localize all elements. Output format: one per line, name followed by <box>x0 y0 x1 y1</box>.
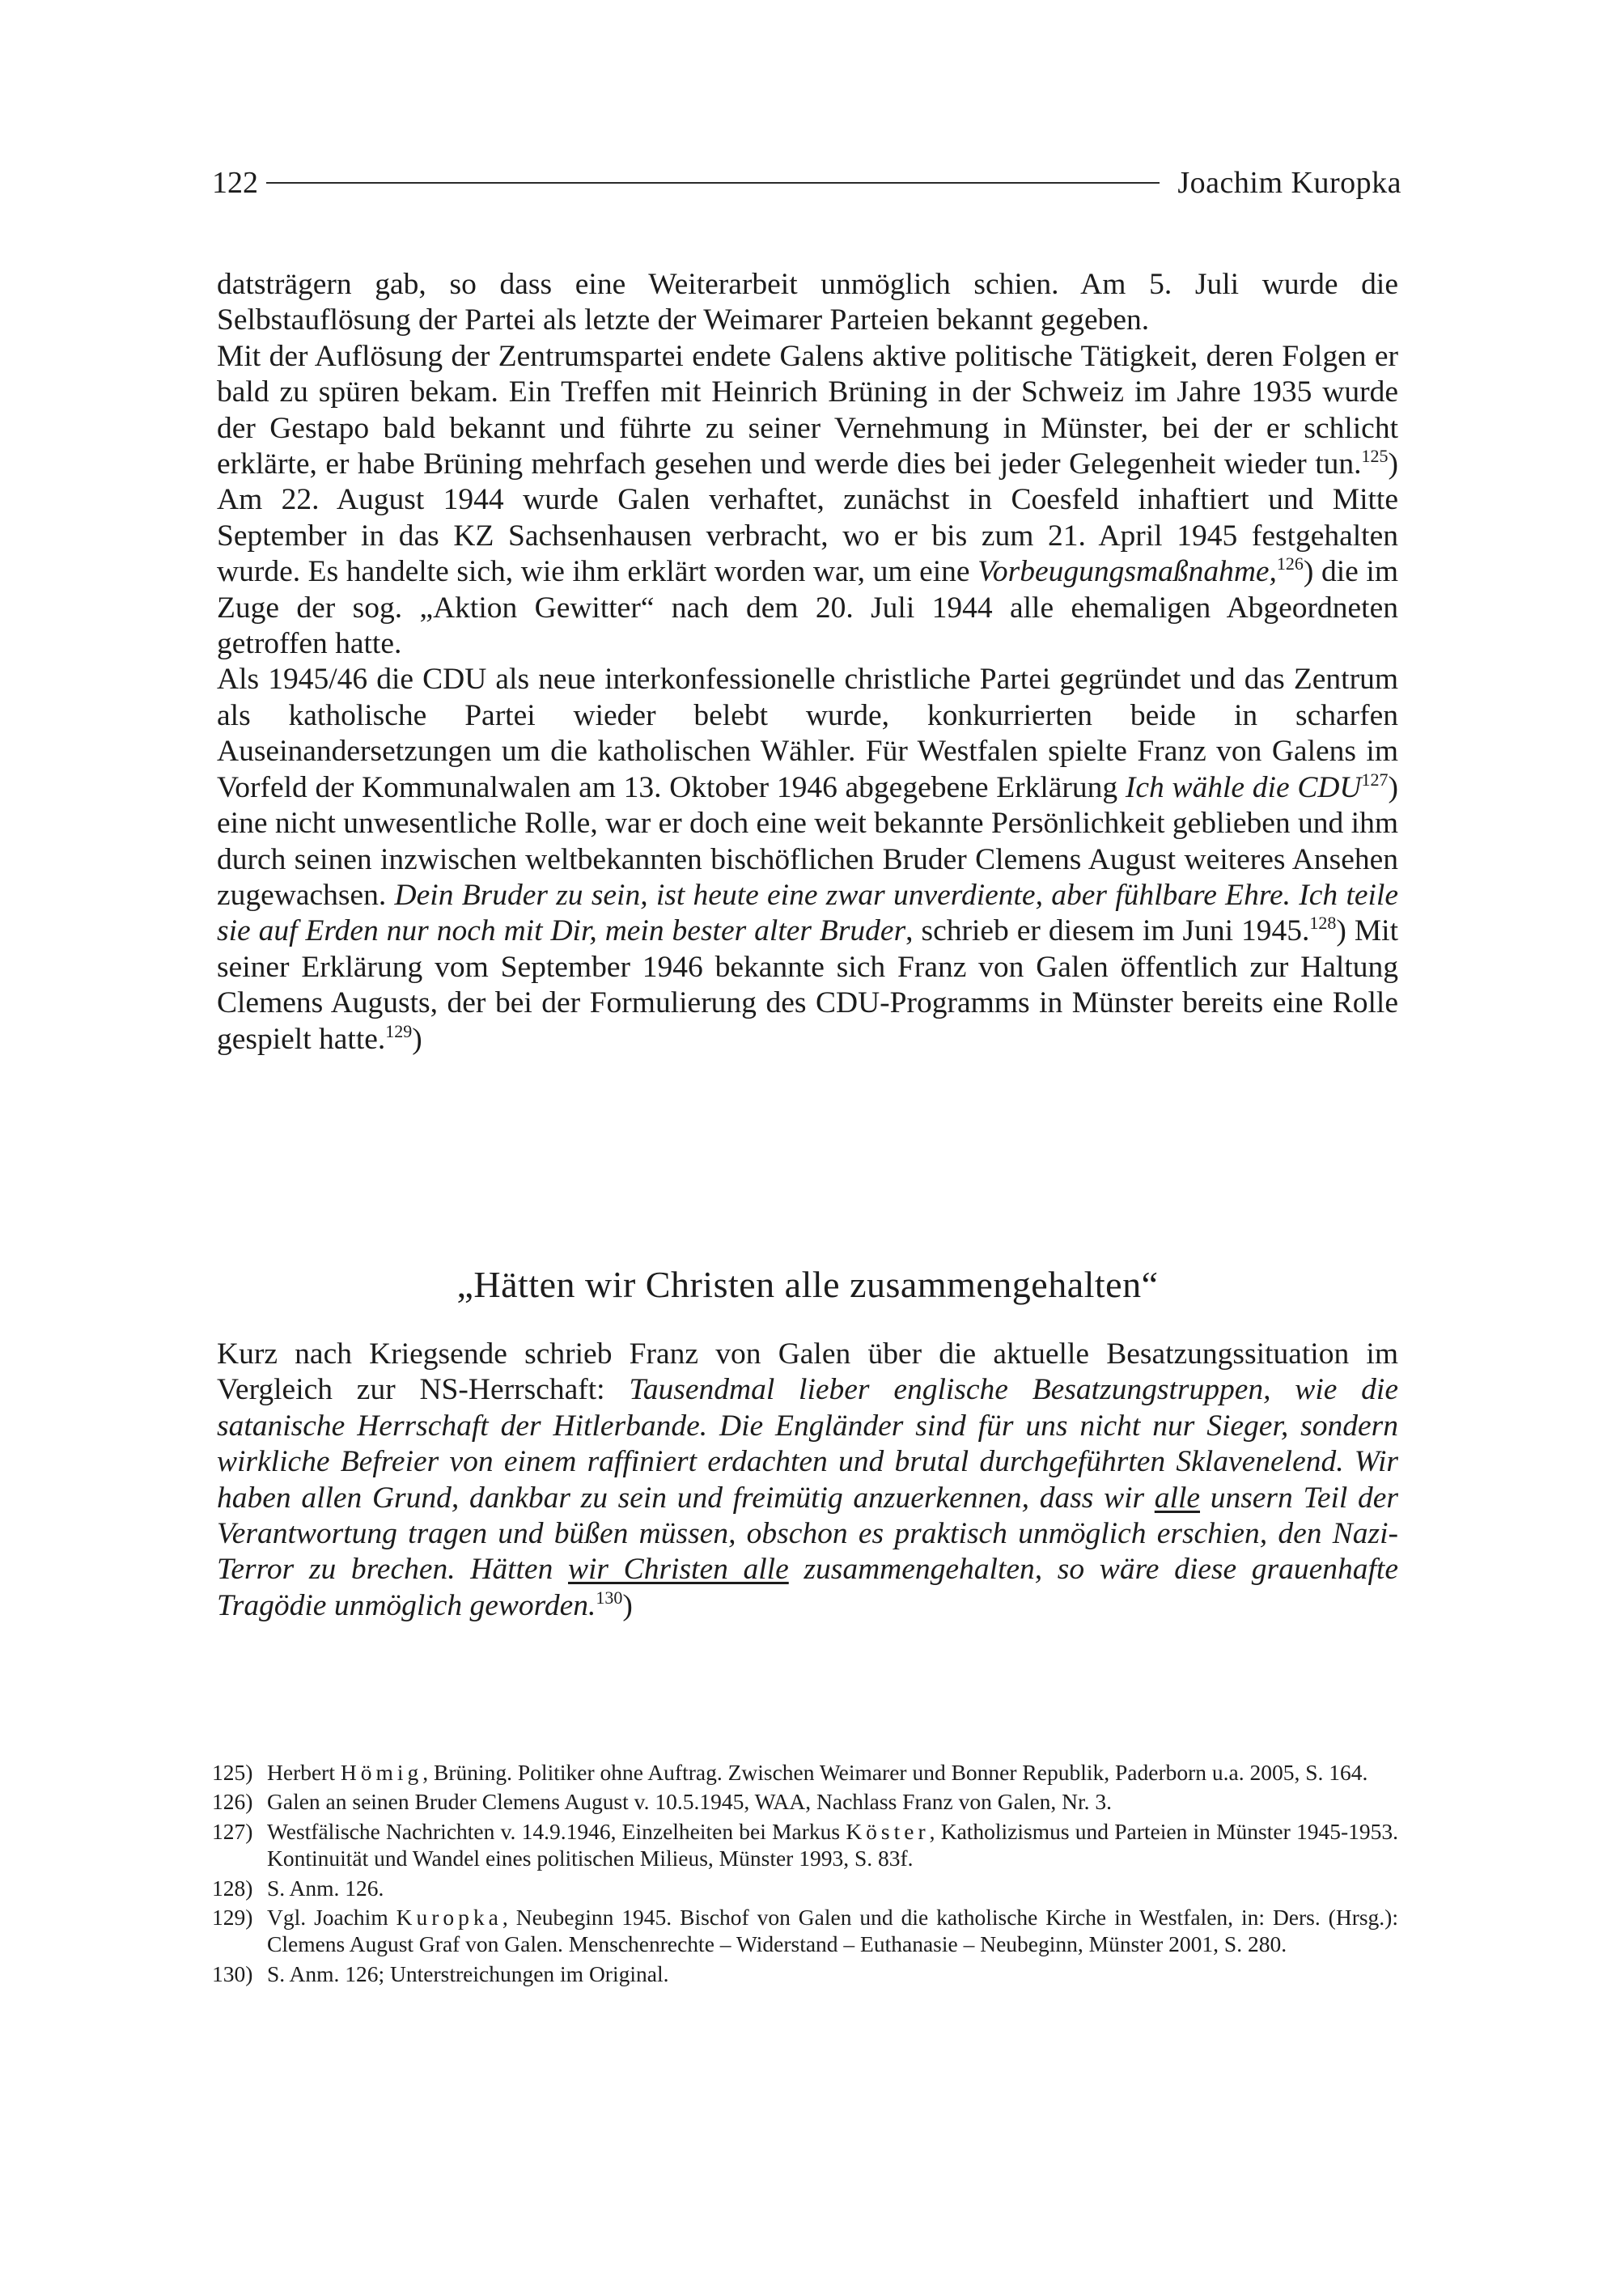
footnote-number: 127) <box>212 1818 253 1844</box>
paragraph <box>217 662 1398 1057</box>
footnote <box>212 1960 1398 1987</box>
text-span: datsträgern gab, so dass eine Weiterarbeit unmöglich schien. Am 5. Juli wurde die Selbstauflösung der Partei als letzte der Weimarer Parteien bekannt gegeben. <box>217 268 1398 337</box>
footnote-text <box>267 1960 1398 1987</box>
text-span: , Neubeginn 1945. Bischof von Galen und die katholische Kirche in Westfalen, in: Ders. (Hrsg.): Clemens August Graf von Galen. Menschenrechte – Widerstand – Euthanasie – Neubeginn, Münster 2001, S. 280. <box>267 1905 1398 1957</box>
footnote-ref[interactable]: 130 <box>596 1587 623 1608</box>
text-span: ) die im Zuge der sog. „Aktion Gewitter“ nach dem 20. Juli 1944 alle ehemaligen Abgeordneten getroffen hatte. <box>217 555 1398 661</box>
running-head-author: Joachim Kuropka <box>1177 166 1401 200</box>
text-span: Vgl. Joachim <box>267 1905 396 1931</box>
footnote <box>212 1875 1398 1901</box>
text-span: ) eine nicht unwesentliche Rolle, war er doch eine weit bekannte Persönlichkeit geblieben und ihm durch seinen inzwischen weltbekannten bischöflichen Bruder Clemens August weiteres Ansehen zugewachsen. <box>217 770 1398 912</box>
italic-text: zusammengehalten, so wäre diese grauenhafte Tragödie unmöglich geworden. <box>217 1553 1398 1622</box>
author-name: Köster <box>846 1818 930 1844</box>
footnote <box>212 1818 1398 1872</box>
italic-text: Tausendmal lieber englische Besatzungstruppen, wie die satanische Herrschaft der Hitlerbande. Die Engländer sind für uns nicht nur Sieger, sondern wirkliche Befreier von einem raffiniert erdachten und brutal durchgeführten Sklavenelend. Wir haben allen Grund, dankbar zu sein und freimütig anzuerkennen, dass wir <box>217 1373 1398 1515</box>
text-span: Galen an seinen Bruder Clemens August v. 10.5.1945, WAA, Nachlass Franz von Galen, Nr. 3. <box>267 1789 1113 1815</box>
footnote-number: 130) <box>212 1960 253 1986</box>
footnote-text <box>267 1788 1398 1815</box>
footnote-text <box>267 1818 1398 1872</box>
italic-quote <box>217 1373 1398 1621</box>
text-span: Herbert <box>267 1760 341 1785</box>
text-span: , Brüning. Politiker ohne Auftrag. Zwischen Weimarer und Bonner Republik, Paderborn u.a. 2005, S. 164. <box>422 1760 1368 1785</box>
page-number: 122 <box>212 166 258 200</box>
text-span: S. Anm. 126. <box>267 1875 384 1901</box>
text-span: Kurz nach Kriegsende schrieb Franz von Galen über die aktuelle Besatzungssituation im Vergleich zur NS-Herrschaft: <box>217 1337 1398 1407</box>
footnote-number: 125) <box>212 1760 253 1785</box>
footnote <box>212 1759 1398 1786</box>
italic-quote: Dein Bruder zu sein, ist heute eine zwar unverdiente, aber fühlbare Ehre. Ich teile sie auf Erden nur noch mit Dir, mein bester alter Bruder <box>217 878 1398 948</box>
footnote <box>212 1904 1398 1958</box>
text-span: Westfälische Nachrichten v. 14.9.1946, Einzelheiten bei Markus <box>267 1818 846 1844</box>
paragraph <box>217 267 1398 339</box>
footnote-number: 126) <box>212 1789 253 1815</box>
italic-text: unsern Teil der Verantwortung tragen und büßen müssen, obschon es praktisch unmöglich erschien, den Nazi-Terror zu brechen. Hätten <box>217 1481 1398 1587</box>
text-span: Mit der Auflösung der Zentrumspartei endete Galens aktive politische Tätigkeit, deren Folgen er bald zu spüren bekam. Ein Treffen mit Heinrich Brüning in der Schweiz im Jahre 1935 wurde der Gestapo bald bekannt und führte zu seiner Vernehmung in Münster, bei der er schlicht erklärte, er habe Brüning mehrfach gesehen und werde dies bei jeder Gelegenheit wieder tun. <box>217 339 1398 481</box>
text-span: Als 1945/46 die CDU als neue interkonfessionelle christliche Partei gegründet und das Zentrum als katholische Partei wieder belebt wurde, konkurrierten beide in scharfen Auseinandersetzungen um die katholischen Wähler. Für Westfalen spielte Franz von Galens im Vorfeld der Kommunalwalen am 13. Oktober 1946 abgegebene Erklärung <box>217 663 1398 804</box>
text-span: ) <box>622 1588 633 1622</box>
text-span: ) <box>412 1022 422 1056</box>
text-span: ) Am 22. August 1944 wurde Galen verhaftet, zunächst in Coesfeld inhaftiert und Mitte September in das KZ Sachsenhausen verbracht, wo er bis zum 21. April 1945 festgehalten wurde. Es handelte sich, wie ihm erklärt worden war, um eine <box>217 447 1398 589</box>
paragraph <box>217 339 1398 663</box>
underlined-text: wir Christen alle <box>568 1553 789 1587</box>
footnotes <box>212 1759 1398 1990</box>
italic-text: Ich wähle die CDU <box>1125 770 1362 804</box>
author-name: Kuropka <box>396 1905 502 1931</box>
text-span: , Katholizismus und Parteien in Münster 1945-1953. Kontinuität und Wandel eines politischen Milieus, Münster 1993, S. 83f. <box>267 1818 1398 1871</box>
underlined-text: alle <box>1154 1481 1201 1515</box>
footnote-ref[interactable]: 127 <box>1361 769 1389 790</box>
footnote-ref[interactable]: 128 <box>1309 913 1337 934</box>
footnote-number: 128) <box>212 1875 253 1901</box>
section-text <box>217 1337 1398 1624</box>
footnote-ref[interactable]: 125 <box>1361 446 1389 467</box>
italic-text: Vorbeugungsmaßnahme, <box>977 555 1277 589</box>
main-text <box>217 267 1398 1057</box>
footnote-text <box>267 1759 1398 1786</box>
section-heading: „Hätten wir Christen alle zusammengehalten“ <box>456 1264 1159 1305</box>
text-span: , schrieb er diesem im Juni 1945. <box>905 914 1310 948</box>
text-span: ) Mit seiner Erklärung vom September 1946 bekannte sich Franz von Galen öffentlich zur Haltung Clemens Augusts, der bei der Formulierung des CDU-Programms in Münster bereits eine Rolle gespielt hatte. <box>217 914 1398 1056</box>
paragraph <box>217 1337 1398 1624</box>
author-name: Hömig <box>340 1760 423 1785</box>
footnote-ref[interactable]: 129 <box>385 1020 413 1041</box>
footnote <box>212 1788 1398 1815</box>
running-header <box>212 159 1401 207</box>
header-rule <box>266 182 1160 184</box>
footnote-text <box>267 1875 1398 1901</box>
footnote-text <box>267 1904 1398 1958</box>
text-span: S. Anm. 126; Unterstreichungen im Original. <box>267 1960 669 1986</box>
footnote-ref[interactable]: 126 <box>1276 553 1304 574</box>
footnote-number: 129) <box>212 1905 253 1931</box>
